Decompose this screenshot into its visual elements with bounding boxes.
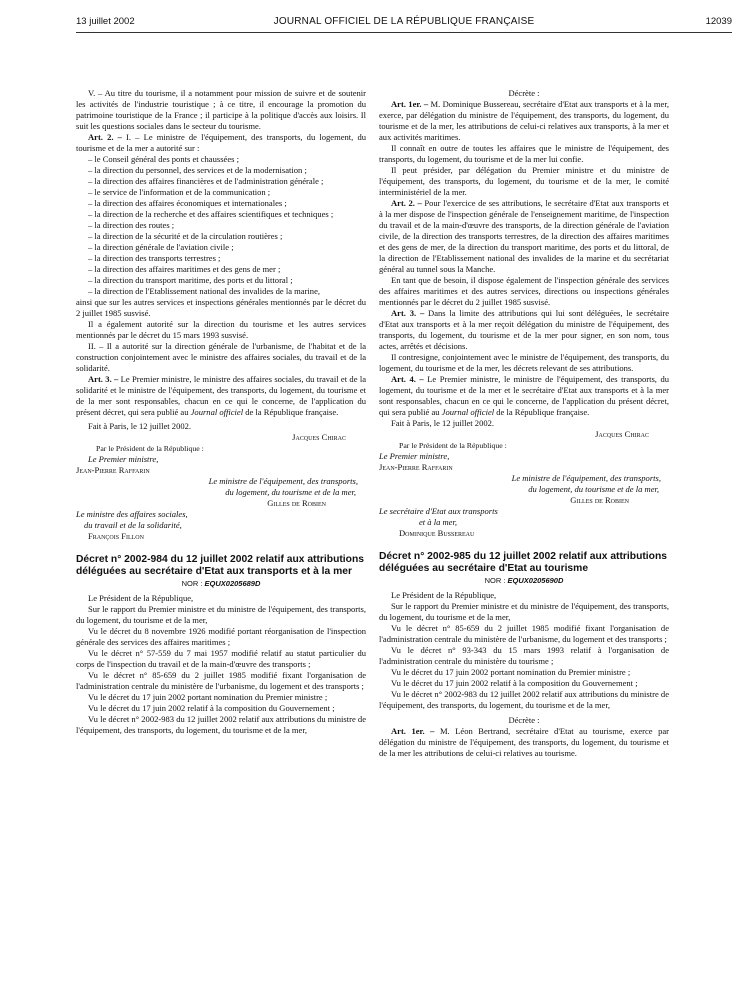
list-item: – la direction des affaires financières et de l'administration générale ; [88, 176, 324, 186]
article-1 [379, 99, 669, 143]
article-text: I. – Le ministre de l'équipement, des transports, du logement, du tourisme et de la mer a autorité sur : [76, 132, 366, 153]
ministre-affaires-sociales-title-2: du travail et de la solidarité, [84, 520, 182, 530]
list-item: – la direction des transports terrestres ; [88, 253, 221, 263]
list-item: – la direction des routes ; [88, 220, 175, 230]
nor-label: NOR : [181, 579, 205, 588]
list-item: – la direction des affaires économiques et internationales ; [88, 198, 287, 208]
visa: Vu le décret n° 85-659 du 2 juillet 1985 modifié fixant l'organisation de l'administration centrale du ministère de l'urbanisme, du logement et des transports ; [379, 623, 669, 644]
header-rule [76, 32, 732, 33]
visa: Sur le rapport du Premier ministre et du ministre de l'équipement, des transports, du logement, du tourisme et de la mer, [76, 604, 366, 625]
visa: Vu le décret n° 2002-983 du 12 juillet 2002 relatif aux attributions du ministre de l'équipement, des transports, du logement, du tourisme et de la mer, [76, 714, 366, 735]
article-text: M. Léon Bertrand, secrétaire d'Etat au tourisme, exerce par délégation du ministre de l'équipement, des transports, du logement, du tourisme et de la mer les attributions de celui-ci relatives au tourisme. [379, 726, 669, 758]
article-label: Art. 2. – [88, 132, 122, 142]
visa: Vu le décret du 17 juin 2002 relatif à la composition du Gouvernement ; [391, 678, 638, 688]
article-2 [76, 132, 366, 154]
list-item: – le Conseil général des ponts et chaussées ; [88, 154, 239, 164]
ministre-equipement-title: Le ministre de l'équipement, des transports, [511, 473, 661, 483]
article-label: Art. 1er. – [391, 726, 435, 736]
ministre-affaires-sociales-title: Le ministre des affaires sociales, [76, 509, 188, 519]
article-text: Pour l'exercice de ses attributions, le secrétaire d'Etat aux transports et à la mer dispose de l'inspection générale de l'enseignement maritime, de l'inspection du travail et de la main-d'œuvre des transports, de la direction générale de l'aviation civile, de la direction des transports terrestres, de la direction des affaires maritimes et des gens de mer, de la direction du transport maritime, des ports et du littoral, de la direction de l'Etablissement national des invalides de la marine et du secrétariat général au tunnel sous la Manche. [379, 198, 669, 274]
list-item: – la direction générale de l'aviation civile ; [88, 242, 234, 252]
paragraph: Il a également autorité sur la direction du tourisme et les autres services mentionnés par le décret du 15 mars 1993 susvisé. [76, 319, 366, 340]
article-2 [379, 198, 669, 275]
ministre-equipement-name: Gilles de Robien [570, 495, 629, 505]
nor-reference [379, 575, 669, 586]
fait-a-paris: Fait à Paris, le 12 juillet 2002. [88, 421, 192, 431]
article-label: Art. 3. – [88, 374, 119, 384]
page-number: 12039 [705, 16, 732, 27]
president-line: Le Président de la République, [391, 590, 497, 600]
decree-title: Décret n° 2002-984 du 12 juillet 2002 relatif aux attributions déléguées au secrétaire d'Etat aux transports et à la mer [76, 554, 364, 577]
article-text-end: de la République française. [243, 407, 339, 417]
ministre-equipement-name: Gilles de Robien [267, 498, 326, 508]
secretaire-etat-title-2: et à la mer, [419, 517, 457, 527]
decrete-heading: Décrète : [508, 715, 540, 725]
decrete-heading: Décrète : [508, 88, 540, 98]
ministre-equipement-title-2: du logement, du tourisme et de la mer, [528, 484, 659, 494]
journal-ref: Journal officiel [441, 407, 495, 417]
paragraph: En tant que de besoin, il dispose également de l'inspection générale des services des affaires maritimes et des autres services, directions ou inspections générales mentionnés par le décret du 2 juillet 1985 susvisé. [379, 275, 669, 307]
article-label: Art. 1er. – [391, 99, 429, 109]
paragraph: V. – Au titre du tourisme, il a notamment pour mission de suivre et de soutenir les activités de l'industrie touristique ; à ce titre, il encourage la promotion du patrimoine touristique de la France ; il participe à la politique d'accès aux loisirs. Il suit les questions sociales dans le secteur du tourisme. [76, 88, 366, 131]
list-item: – la direction des affaires maritimes et des gens de mer ; [88, 264, 281, 274]
premier-ministre-name: Jean-Pierre Raffarin [76, 465, 150, 475]
secretaire-etat-title: Le secrétaire d'Etat aux transports [379, 506, 498, 516]
visa: Vu le décret n° 57-559 du 7 mai 1957 modifié relatif au statut particulier du corps de l'inspection du travail et de la main-d'œuvre des transports ; [76, 648, 366, 669]
article-label: Art. 2. – [391, 198, 422, 208]
article-1 [379, 726, 669, 759]
paragraph: Il connaît en outre de toutes les affaires que le ministre de l'équipement, des transports, du logement, du tourisme et de la mer lui confie. [379, 143, 669, 164]
visa: Vu le décret n° 93-343 du 15 mars 1993 relatif à l'organisation de l'administration centrale du ministère du tourisme ; [379, 645, 669, 666]
paragraph: Il peut présider, par délégation du Premier ministre et du ministre de l'équipement, des transports, du logement, du tourisme et de la mer, le comité interministériel de la mer. [379, 165, 669, 197]
list-item: – la direction de la recherche et des affaires scientifiques et techniques ; [88, 209, 334, 219]
list-item: – la direction de la sécurité et de la circulation routières ; [88, 231, 283, 241]
page-header [76, 14, 732, 30]
visa: Vu le décret du 17 juin 2002 portant nomination du Premier ministre ; [391, 667, 631, 677]
nor-label: NOR : [484, 576, 508, 585]
list-item: – la direction du personnel, des services et de la modernisation ; [88, 165, 307, 175]
visa: Vu le décret n° 85-659 du 2 juillet 1985 modifié fixant l'organisation de l'administration centrale du ministère de l'urbanisme, du logement et des transports ; [76, 670, 366, 691]
ministre-equipement-title: Le ministre de l'équipement, des transports, [208, 476, 358, 486]
article-label: Art. 4. – [391, 374, 424, 384]
header-date: 13 juillet 2002 [76, 16, 135, 27]
visa: Sur le rapport du Premier ministre et du ministre de l'équipement, des transports, du logement, du tourisme et de la mer, [379, 601, 669, 622]
fait-a-paris: Fait à Paris, le 12 juillet 2002. [391, 418, 495, 428]
nor-code: EQUX0205689D [204, 579, 261, 588]
visa: Vu le décret du 17 juin 2002 portant nomination du Premier ministre ; [88, 692, 328, 702]
list-item: – la direction du transport maritime, des ports et du littoral ; [88, 275, 293, 285]
authority-list [76, 154, 366, 297]
article-4 [379, 374, 669, 418]
list-item: – la direction de l'Etablissement national des invalides de la marine, [88, 286, 320, 296]
nor-code: EQUX0205690D [507, 576, 564, 585]
paragraph: II. – Il a autorité sur la direction générale de l'urbanisme, de l'habitat et de la construction conjointement avec le ministre des affaires sociales, du travail et de la solidarité. [76, 341, 366, 373]
left-column [76, 88, 366, 736]
journal-title: JOURNAL OFFICIEL DE LA RÉPUBLIQUE FRANÇAISE [273, 16, 535, 27]
nor-reference [76, 578, 366, 589]
article-text: Dans la limite des attributions qui lui sont déléguées, le secrétaire d'Etat aux transports et à la mer reçoit délégation du ministre de l'équipement, des transports, du logement, du tourisme et de la mer pour signer, en son nom, tous actes, arrêtés et décisions. [379, 308, 670, 351]
par-le-president: Par le Président de la République : [399, 441, 507, 450]
signature-president: Jacques Chirac [292, 432, 346, 442]
premier-ministre-name: Jean-Pierre Raffarin [379, 462, 453, 472]
article-text: Le Premier ministre, le ministre des affaires sociales, du travail et de la solidarité et le ministre de l'équipement, des transports, du logement, du tourisme et de la mer sont responsables, chacun en ce qui le concerne, de l'application du présent décret, qui sera publié au [76, 374, 367, 417]
decree-title: Décret n° 2002-985 du 12 juillet 2002 relatif aux attributions déléguées au secrétaire d'Etat au tourisme [379, 551, 667, 574]
premier-ministre-title: Le Premier ministre, [88, 454, 159, 464]
paragraph: ainsi que sur les autres services et inspections générales mentionnés par le décret du 2 juillet 1985 susvisé. [76, 297, 366, 318]
secretaire-etat-name: Dominique Bussereau [399, 528, 475, 538]
journal-ref: Journal officiel [190, 407, 244, 417]
right-column [379, 88, 669, 759]
article-text: Le Premier ministre, le ministre de l'équipement, des transports, du logement, du tourisme et de la mer et le secrétaire d'Etat aux transports et à la mer sont responsables, chacun en ce qui le concerne, de l'application du présent décret, qui sera publié au [379, 374, 669, 417]
visa: Vu le décret du 17 juin 2002 relatif à la composition du Gouvernement ; [88, 703, 335, 713]
paragraph: Il contresigne, conjointement avec le ministre de l'équipement, des transports, du logement, du tourisme et de la mer, les décrets relevant de ses attributions. [379, 352, 669, 373]
article-3 [76, 374, 366, 418]
article-label: Art. 3. – [391, 308, 425, 318]
par-le-president: Par le Président de la République : [96, 444, 204, 453]
president-line: Le Président de la République, [88, 593, 194, 603]
ministre-equipement-title-2: du logement, du tourisme et de la mer, [225, 487, 356, 497]
list-item: – le service de l'information et de la communication ; [88, 187, 271, 197]
premier-ministre-title: Le Premier ministre, [379, 451, 450, 461]
article-3 [379, 308, 669, 352]
article-text-end: de la République française. [494, 407, 590, 417]
ministre-affaires-sociales-name: François Fillon [88, 531, 144, 541]
article-text: M. Dominique Bussereau, secrétaire d'Etat aux transports et à la mer, exerce, par délégation du ministre de l'équipement, des transports, du logement, du tourisme et de la mer, les attributions de celui-ci relatives aux transports, à la mer et aux activités maritimes. [379, 99, 669, 142]
signature-president: Jacques Chirac [595, 429, 649, 439]
visa: Vu le décret n° 2002-983 du 12 juillet 2002 relatif aux attributions du ministre de l'équipement, des transports, du logement, du tourisme et de la mer, [379, 689, 669, 710]
visa: Vu le décret du 8 novembre 1926 modifié portant réorganisation de l'inspection générale des services des affaires maritimes ; [76, 626, 366, 647]
